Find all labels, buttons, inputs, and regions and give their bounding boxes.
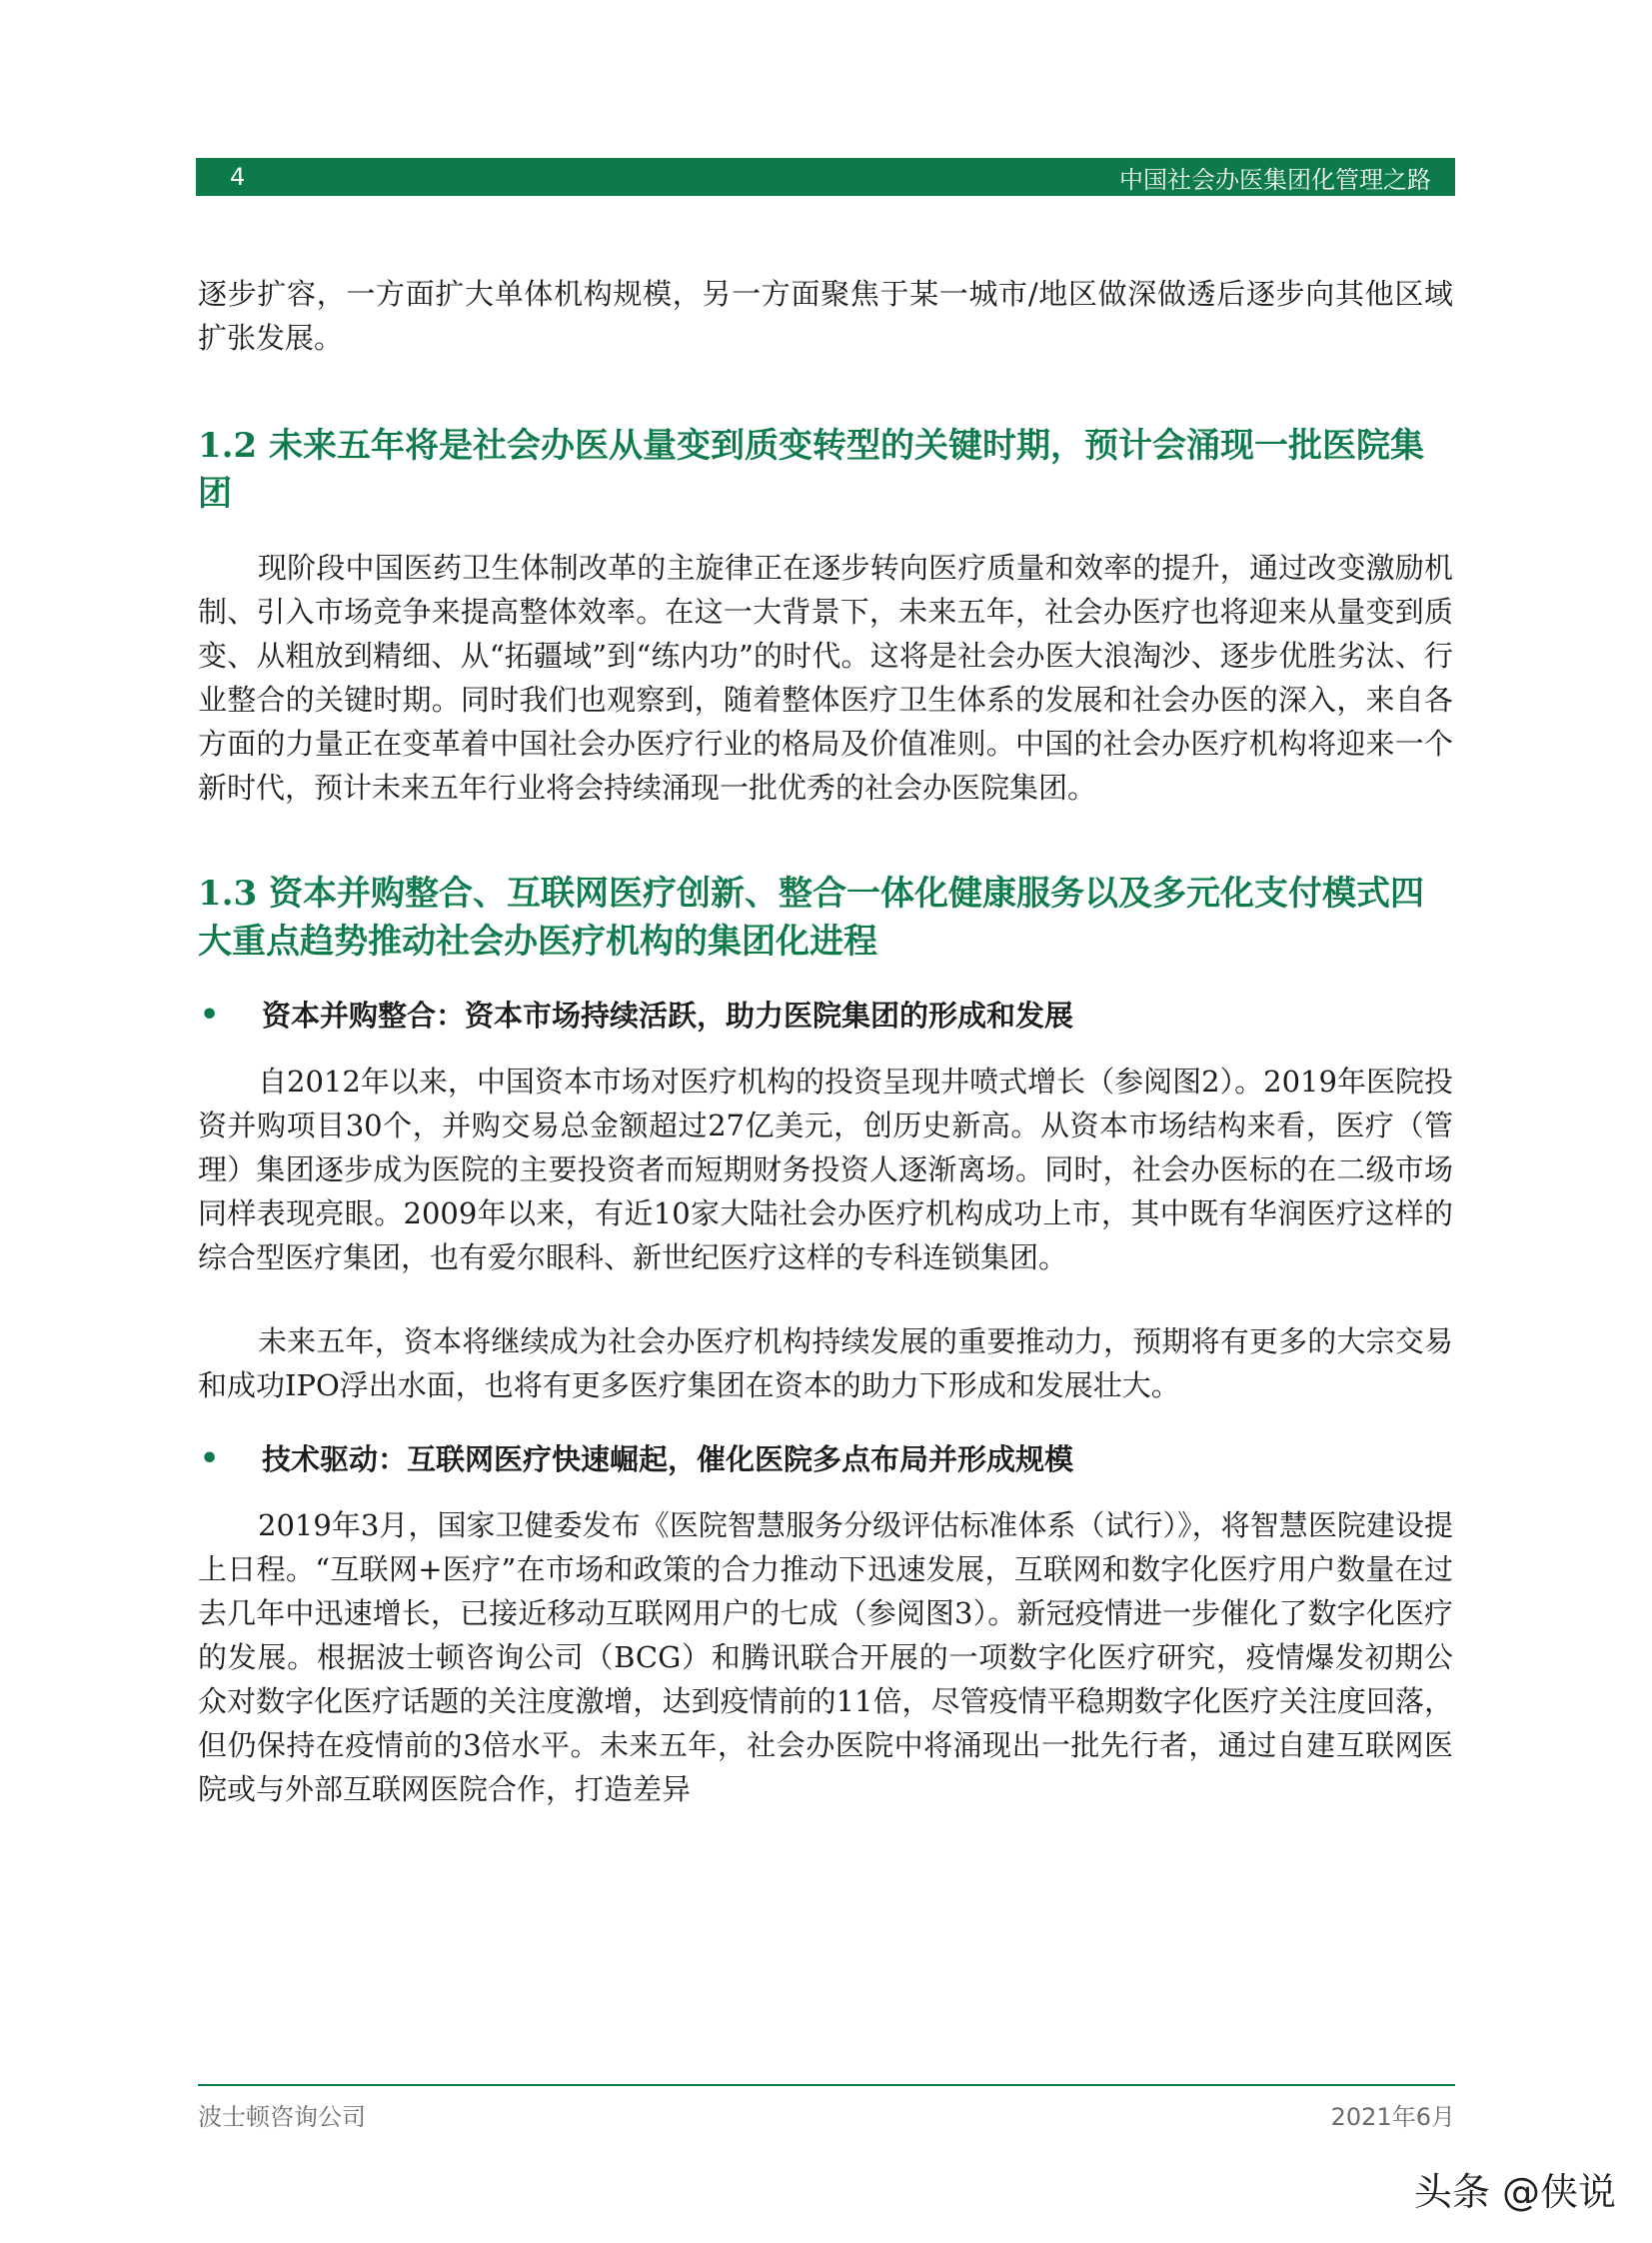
watermark: 头条 @侠说 <box>1413 2170 1616 2214</box>
report-title: 中国社会办医集团化管理之路 <box>1119 165 1431 194</box>
bullet-capital-mna <box>198 994 1453 1038</box>
page-content <box>198 272 1453 1811</box>
intro-paragraph: 逐步扩容，一方面扩大单体机构规模，另一方面聚焦于某一城市/地区做深做透后逐步向其他区域扩张发展。 <box>198 277 1453 355</box>
bullet-tech-driven <box>198 1437 1453 1481</box>
footer-company: 波士顿咨询公司 <box>198 2103 366 2131</box>
section-1-2-heading: 1.2 未来五年将是社会办医从量变到质变转型的关键时期，预计会涌现一批医院集团 <box>198 426 1424 514</box>
bullet-capital-mna-title: 资本并购整合：资本市场持续活跃，助力医院集团的形成和发展 <box>262 999 1074 1033</box>
capital-paragraph-1: 自2012年以来，中国资本市场对医疗机构的投资呈现井喷式增长（参阅图2）。2019年医院投资并购项目30个，并购交易总金额超过27亿美元，创历史新高。从资本市场结构来看，医疗（管理）集团逐步成为医院的主要投资者而短期财务投资人逐渐离场。同时，社会办医标的在二级市场同样表现亮眼。2009年以来，有近10家大陆社会办医疗机构成功上市，其中既有华润医疗这样的综合型医疗集团，也有爱尔眼科、新世纪医疗这样的专科连锁集团。 <box>198 1065 1453 1274</box>
section-1-2-paragraph: 现阶段中国医药卫生体制改革的主旋律正在逐步转向医疗质量和效率的提升，通过改变激励机制、引入市场竞争来提高整体效率。在这一大背景下，未来五年，社会办医疗也将迎来从量变到质变、从粗放到精细、从“拓疆域”到“练内功”的时代。这将是社会办医大浪淘沙、逐步优胜劣汰、行业整合的关键时期。同时我们也观察到，随着整体医疗卫生体系的发展和社会办医的深入，来自各方面的力量正在变革着中国社会办医疗行业的格局及价值准则。中国的社会办医疗机构将迎来一个新时代，预计未来五年行业将会持续涌现一批优秀的社会办医院集团。 <box>198 551 1453 805</box>
footer-date: 2021年6月 <box>1330 2103 1455 2131</box>
tech-paragraph: 2019年3月，国家卫健委发布《医院智慧服务分级评估标准体系（试行）》，将智慧医院建设提上日程。“互联网+医疗”在市场和政策的合力推动下迅速发展，互联网和数字化医疗用户数量在过去几年中迅速增长，已接近移动互联网用户的七成（参阅图3）。新冠疫情进一步催化了数字化医疗的发展。根据波士顿咨询公司（BCG）和腾讯联合开展的一项数字化医疗研究，疫情爆发初期公众对数字化医疗话题的关注度激增，达到疫情前的11倍，尽管疫情平稳期数字化医疗关注度回落，但仍保持在疫情前的3倍水平。未来五年，社会办医院中将涌现出一批先行者，通过自建互联网医院或与外部互联网医院合作，打造差异 <box>198 1508 1453 1806</box>
header-bar <box>196 158 1455 196</box>
bullet-dot-icon: • <box>200 998 220 1033</box>
section-1-3-heading: 1.3 资本并购整合、互联网医疗创新、整合一体化健康服务以及多元化支付模式四大重点趋势推动社会办医疗机构的集团化进程 <box>198 874 1424 962</box>
page-number: 4 <box>230 163 246 191</box>
footer <box>198 2097 1455 2132</box>
capital-paragraph-2: 未来五年，资本将继续成为社会办医疗机构持续发展的重要推动力，预期将有更多的大宗交易和成功IPO浮出水面，也将有更多医疗集团在资本的助力下形成和发展壮大。 <box>198 1324 1453 1402</box>
footer-divider <box>198 2084 1455 2086</box>
bullet-dot-icon: • <box>200 1441 220 1476</box>
bullet-tech-driven-title: 技术驱动：互联网医疗快速崛起，催化医院多点布局并形成规模 <box>262 1442 1074 1476</box>
